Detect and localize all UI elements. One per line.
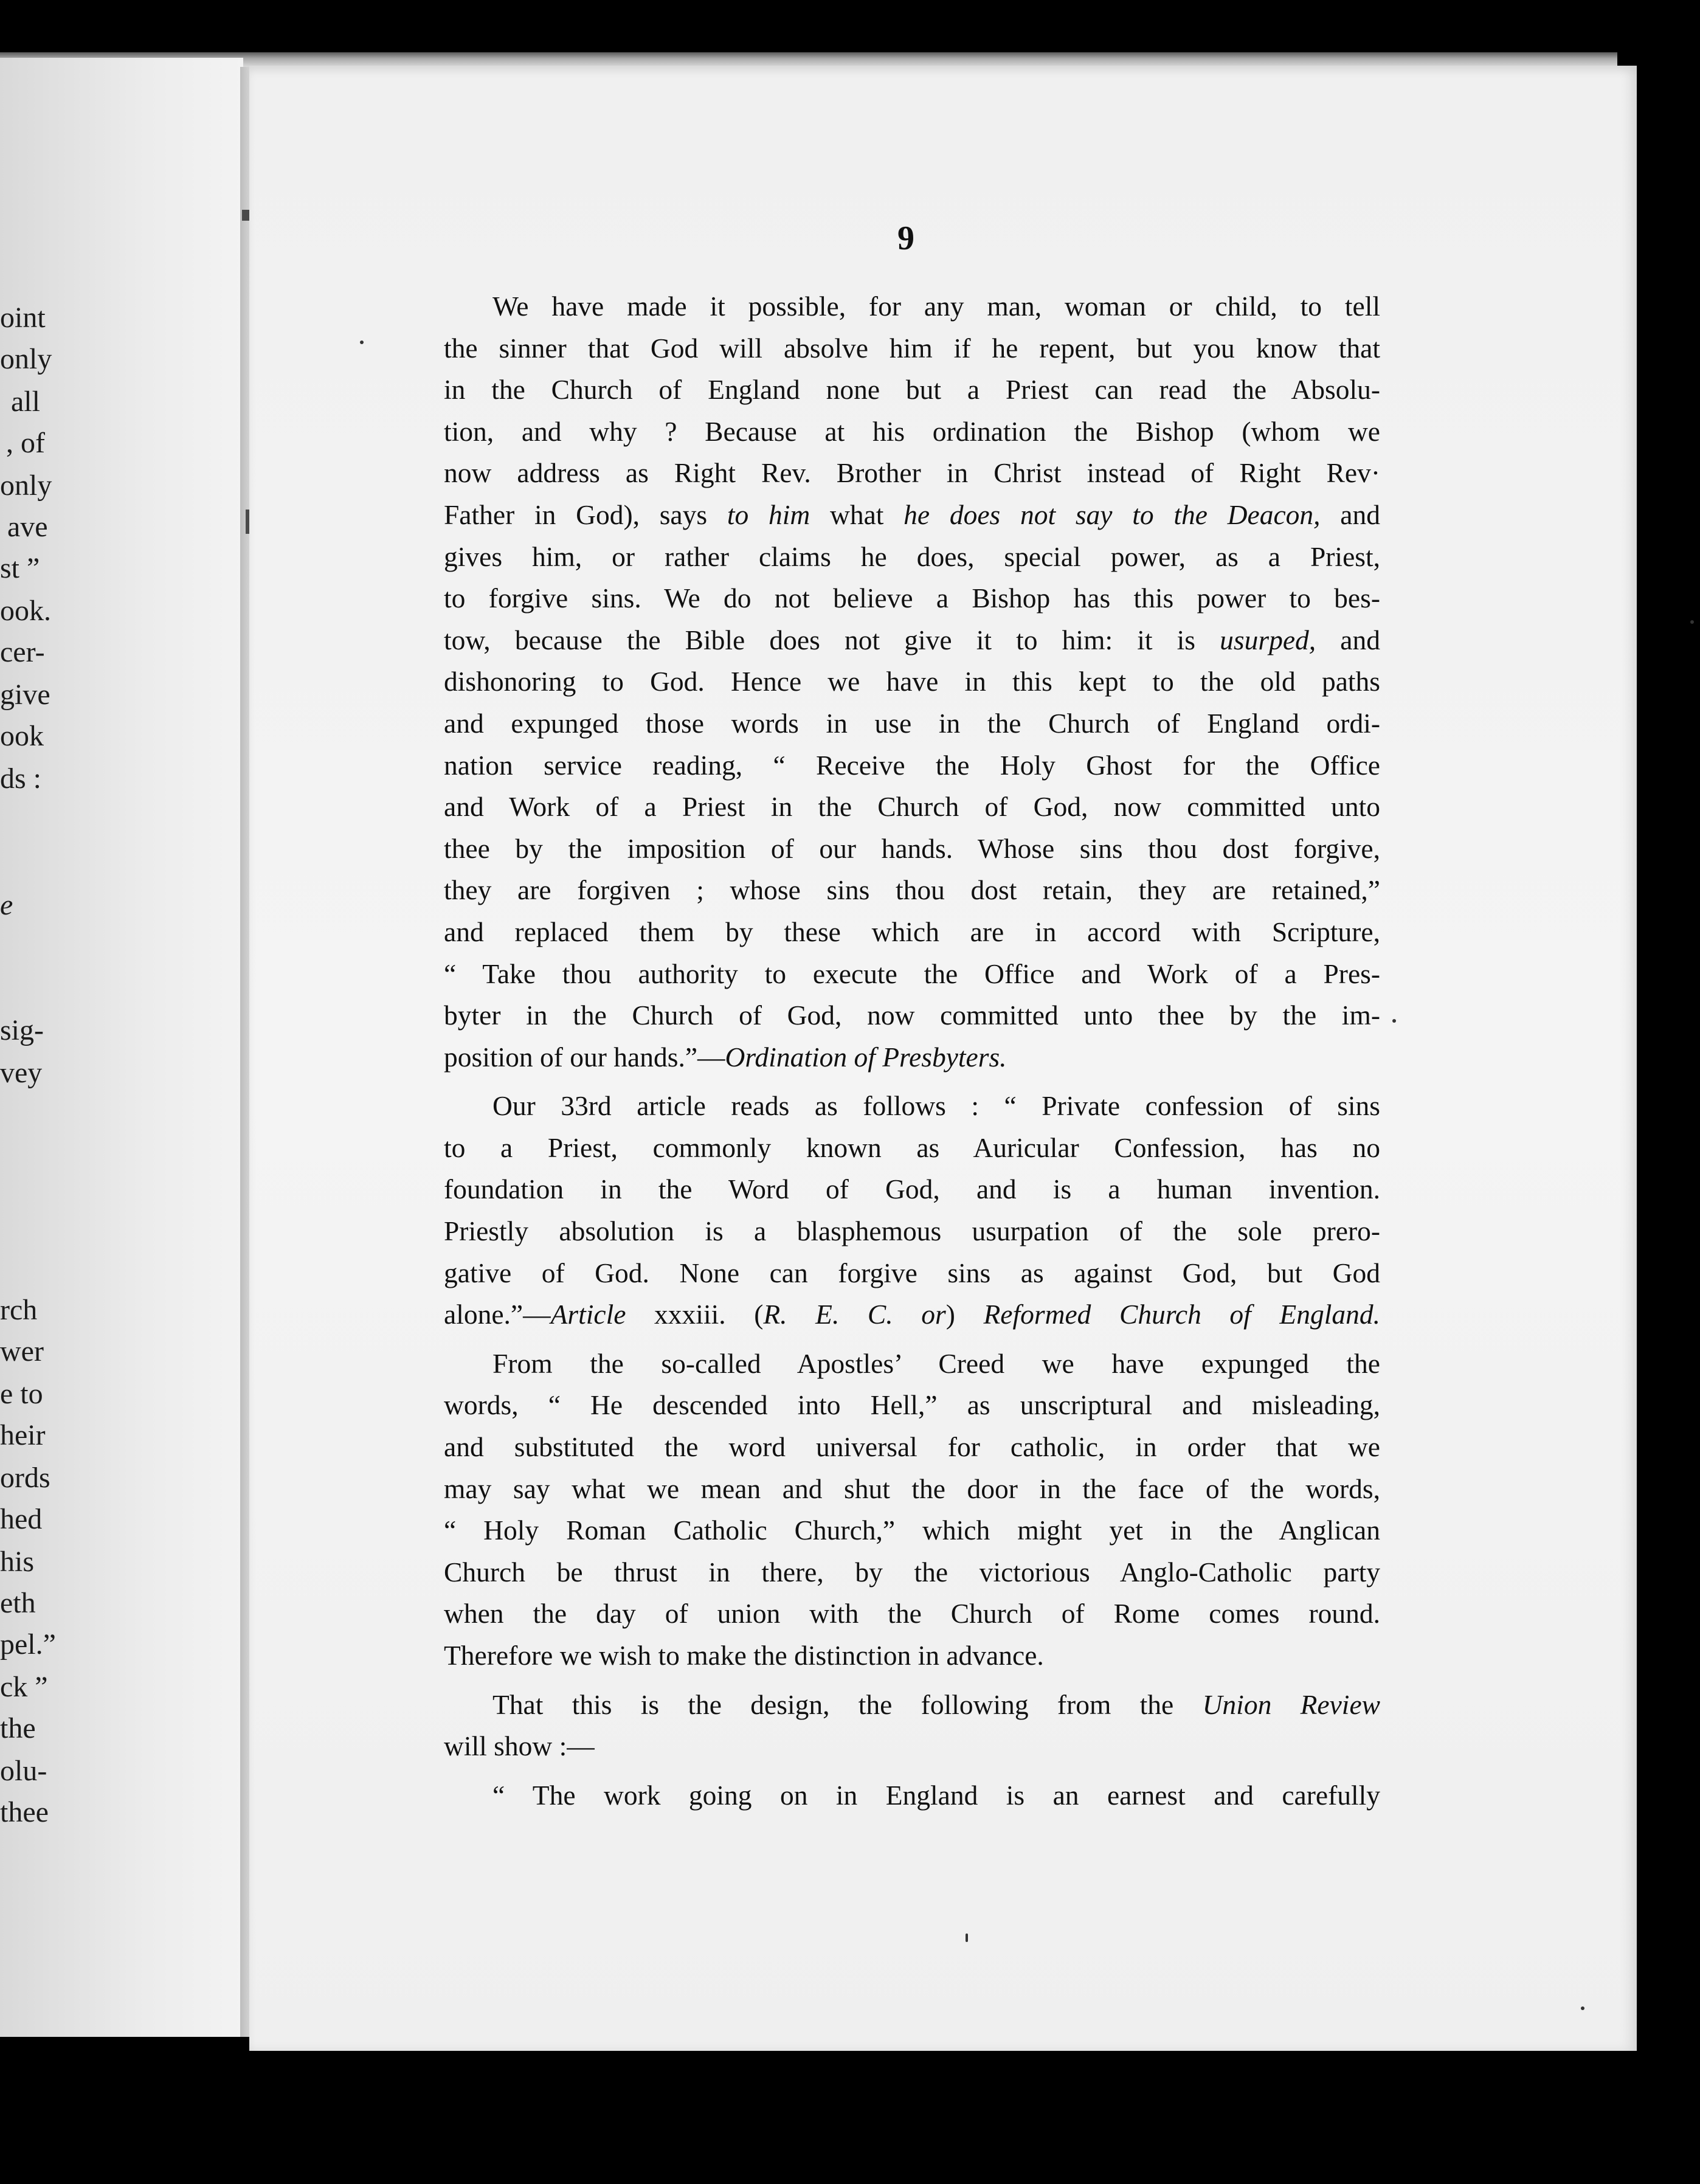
text-line: Church be thrust in there, by the victorious Anglo-Catholic party: [444, 1556, 1380, 1588]
text-line: [444, 1684, 1380, 1726]
text-line: may say what we mean and shut the door in the face of the words,: [444, 1473, 1380, 1504]
paragraph-article-33: [444, 1085, 1380, 1336]
text-line: nation service reading, “ Receive the Holy Ghost for the Office: [444, 749, 1380, 781]
text-line: they are forgiven ; whose sins thou dost retain, they are retained,”: [444, 874, 1380, 906]
text-run: ): [945, 1299, 984, 1330]
paragraph-quotation: [444, 1775, 1380, 1817]
left-fragment: eth: [0, 1587, 36, 1619]
left-fragment: only: [0, 343, 52, 375]
text-line: to forgive sins. We do not believe a Bishop has this power to bes-: [444, 582, 1380, 614]
left-fragment: ave: [7, 511, 48, 543]
italic-run: Union Review: [1202, 1688, 1380, 1720]
paragraph-union-review: [444, 1684, 1380, 1768]
left-fragment: ords: [0, 1462, 50, 1494]
italic-run: usurped,: [1220, 624, 1316, 655]
left-fragment: ook.: [0, 595, 51, 627]
left-fragment: ck ”: [0, 1671, 48, 1703]
text-line: the sinner that God will absolve him if he repent, but you know that: [444, 332, 1380, 364]
text-run: Father in God), says: [444, 499, 727, 530]
left-fragment: only: [0, 469, 52, 502]
page-number: 9: [897, 219, 914, 257]
left-fragment: give: [0, 679, 50, 711]
left-fragment: wer: [0, 1335, 44, 1367]
text-run: tow, because the Bible does not give it to him: it is: [444, 624, 1220, 655]
text-line: gative of God. None can forgive sins as against God, but God: [444, 1257, 1380, 1288]
text-line: dishonoring to God. Hence we have in this kept to the old paths: [444, 666, 1380, 697]
left-fragment: heir: [0, 1419, 46, 1451]
text-line: when the day of union with the Church of Rome comes round.: [444, 1598, 1380, 1629]
text-line: gives him, or rather claims he does, special power, as a Priest,: [444, 541, 1380, 572]
text-line: now address as Right Rev. Brother in Christ instead of Right Rev·: [444, 457, 1380, 489]
italic-run: he does not say to the Deacon,: [904, 499, 1321, 530]
text-line: “ Holy Roman Catholic Church,” which might yet in the Anglican: [444, 1515, 1380, 1546]
text-line: foundation in the Word of God, and is a human invention.: [444, 1173, 1380, 1205]
text-line: byter in the Church of God, now committed unto thee by the im-: [444, 1000, 1380, 1031]
left-fragment: vey: [0, 1057, 43, 1089]
text-line: words, “ He descended into Hell,” as unscriptural and misleading,: [444, 1389, 1380, 1421]
text-run: alone.”—: [444, 1299, 551, 1330]
italic-run: to him: [727, 499, 810, 530]
left-page-text-fragments: [0, 58, 243, 2037]
text-line: [444, 494, 1380, 536]
left-fragment: his: [0, 1546, 35, 1578]
text-line: “ The work going on in England is an earnest and carefully: [492, 1779, 1380, 1811]
text-line: [444, 1294, 1380, 1336]
text-line: and expunged those words in use in the Church of England ordi-: [444, 707, 1380, 739]
paragraph-absolution: [444, 286, 1380, 1078]
text-line: “ Take thou authority to execute the Office and Work of a Pres-: [444, 958, 1380, 989]
paragraph-apostles-creed: [444, 1343, 1380, 1677]
text-line: in the Church of England none but a Priest can read the Absolu-: [444, 374, 1380, 406]
text-run: That this is the design, the following from the: [492, 1688, 1203, 1720]
text-line: thee by the imposition of our hands. Whose sins thou dost forgive,: [444, 832, 1380, 864]
text-line: Our 33rd article reads as follows : “ Private confession of sins: [492, 1090, 1380, 1122]
italic-run: Ordination of Presbyters.: [725, 1041, 1007, 1073]
left-fragment: ds :: [0, 762, 42, 795]
left-fragment: pel.”: [0, 1628, 56, 1660]
text-line: to a Priest, commonly known as Auricular Confession, has no: [444, 1132, 1380, 1163]
left-fragment: sig-: [0, 1014, 44, 1046]
paper-speck: [360, 340, 364, 344]
left-fragment: olu-: [0, 1755, 47, 1787]
left-fragment: all: [11, 385, 40, 418]
text-line: tion, and why ? Because at his ordination the Bishop (whom we: [444, 415, 1380, 447]
page-body-text: [444, 286, 1380, 1823]
left-fragment: hed: [0, 1503, 43, 1535]
text-line: Priestly absolution is a blasphemous usurpation of the sole prero-: [444, 1215, 1380, 1247]
text-line: and substituted the word universal for catholic, in order that we: [444, 1431, 1380, 1463]
text-line: [444, 1037, 1380, 1079]
left-fragment: thee: [0, 1796, 49, 1828]
italic-run: Article: [550, 1299, 626, 1330]
text-run: and: [1316, 624, 1380, 655]
text-line: and replaced them by these which are in accord with Scripture,: [444, 916, 1380, 947]
text-run: xxxiii. (: [626, 1299, 764, 1330]
paper-speck: [1690, 620, 1694, 624]
text-line: will show :—: [444, 1730, 595, 1762]
left-fragment: , of: [6, 427, 45, 459]
left-fragment: oint: [0, 302, 46, 334]
text-line: and Work of a Priest in the Church of God, now committed unto: [444, 791, 1380, 823]
left-fragment: st ”: [0, 552, 40, 584]
text-run: and: [1320, 499, 1380, 530]
text-line: Therefore we wish to make the distinction in advance.: [444, 1640, 1044, 1671]
left-fragment: the: [0, 1712, 36, 1744]
left-page: [0, 58, 243, 2037]
left-fragment: ook: [0, 720, 44, 752]
text-line: [444, 620, 1380, 662]
italic-run: R. E. C. or: [763, 1299, 946, 1330]
left-fragment: e: [0, 889, 13, 921]
left-fragment: cer-: [0, 636, 45, 668]
text-line: We have made it possible, for any man, woman or child, to tell: [492, 291, 1380, 322]
text-run: what: [810, 499, 904, 530]
left-fragment: e to: [0, 1378, 43, 1410]
italic-run: Reformed Church of England.: [983, 1299, 1380, 1330]
left-fragment: rch: [0, 1294, 38, 1326]
text-line: From the so-called Apostles’ Creed we have expunged the: [492, 1347, 1380, 1379]
text-run: position of our hands.”—: [444, 1041, 725, 1073]
paper-speck: [1581, 2006, 1584, 2010]
paper-speck: [1392, 1019, 1396, 1023]
paper-speck: [966, 1933, 968, 1942]
